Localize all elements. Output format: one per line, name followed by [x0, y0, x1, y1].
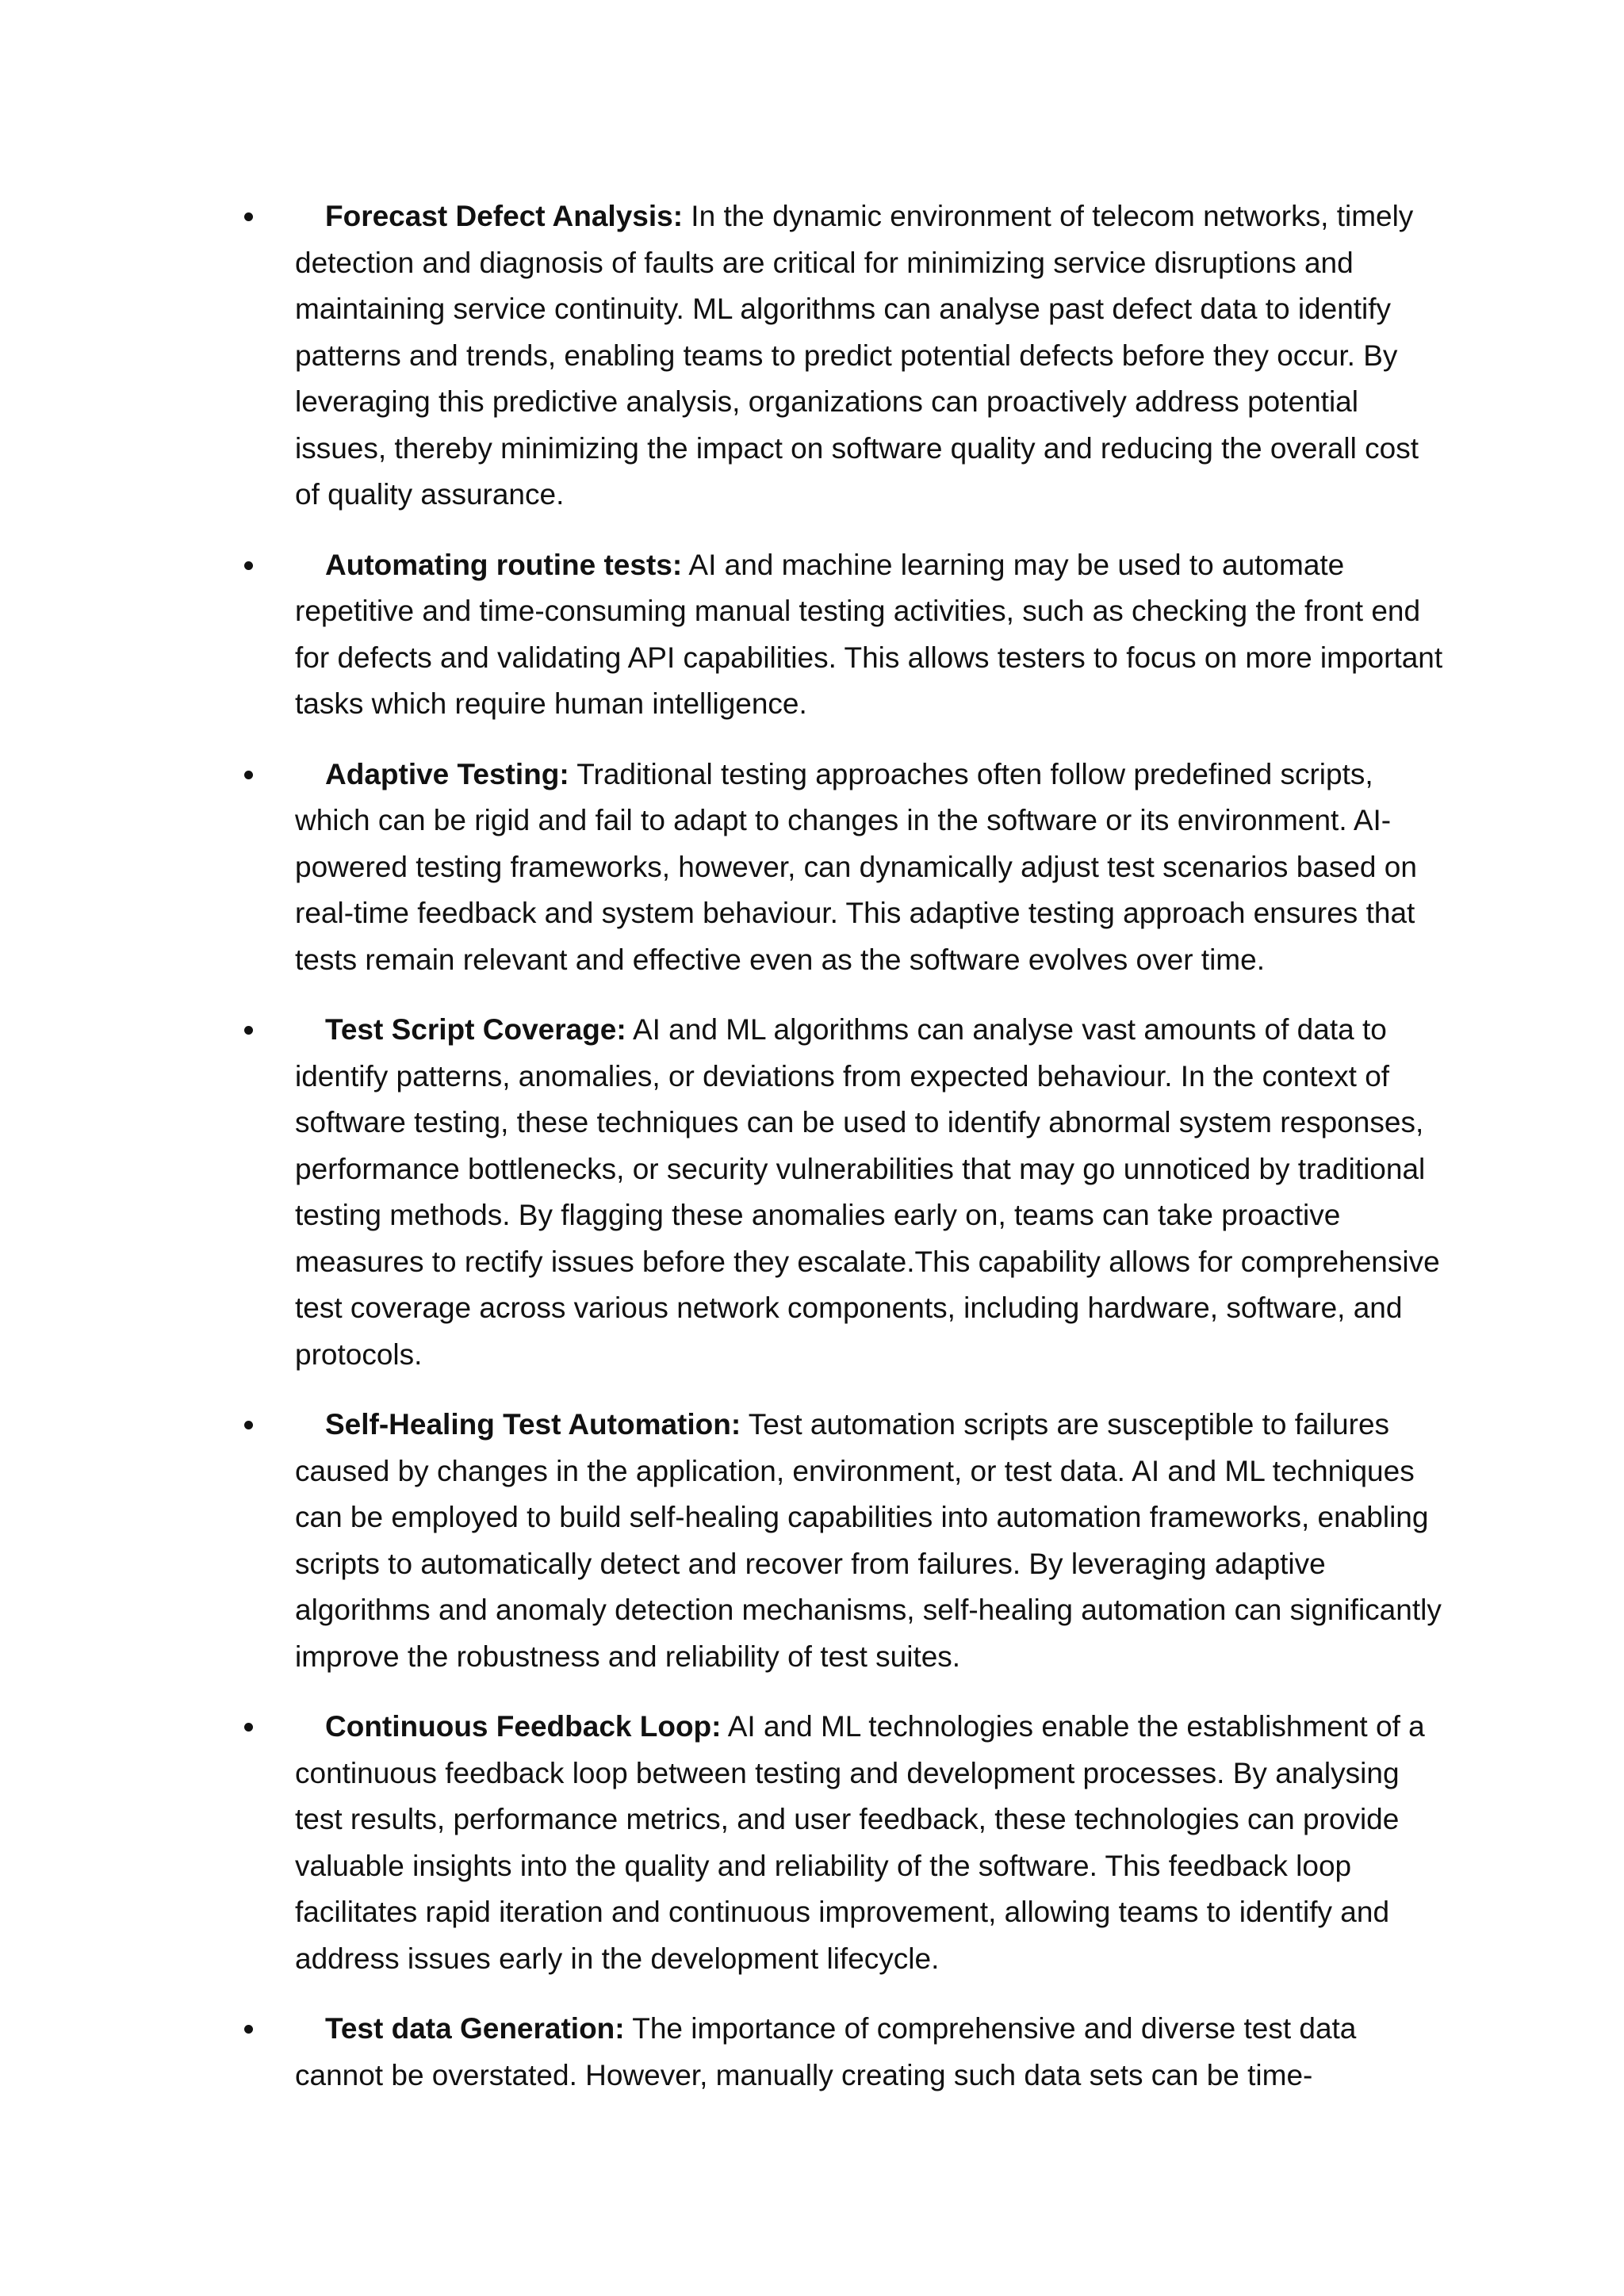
item-term: Test data Generation:: [325, 2012, 625, 2045]
item-text: Traditional testing approaches often follow predefined scripts, which can be rigid and fail to adapt to changes in the software or its environment. AI-powered testing frameworks, however, can dynamically adjust test scenarios based on real-time feedback and system behaviour. This adaptive testing approach ensures that tests remain relevant and effective even as the software evolves over time.: [295, 757, 1417, 976]
bullet-icon: [244, 212, 253, 221]
bullet-icon: [244, 771, 253, 779]
item-term: Forecast Defect Analysis:: [325, 200, 684, 232]
bullet-icon: [244, 1026, 253, 1035]
list-item: [238, 1402, 1443, 1680]
bullet-icon: [244, 561, 253, 570]
item-term: Self-Healing Test Automation:: [325, 1408, 741, 1441]
list-item: [238, 1704, 1443, 1982]
item-text: The importance of comprehensive and diverse test data cannot be overstated. However, manually creating such data sets can be time-: [295, 2012, 1357, 2091]
item-text: Test automation scripts are susceptible to failures caused by changes in the application, environment, or test data. AI and ML techniques can be employed to build self-healing capabilities into automation frameworks, enabling scripts to automatically detect and recover from failures. By leveraging adaptive algorithms and anomaly detection mechanisms, self-healing automation can significantly improve the robustness and reliability of test suites.: [295, 1408, 1442, 1673]
item-term: Automating routine tests:: [325, 548, 683, 581]
item-term: Test Script Coverage:: [325, 1013, 626, 1046]
item-term: Continuous Feedback Loop:: [325, 1710, 722, 1743]
list-item: [238, 1007, 1443, 1378]
list-item: [238, 2006, 1443, 2099]
list-item: [238, 542, 1443, 728]
item-text: AI and ML technologies enable the establishment of a continuous feedback loop between testing and development processes. By analysing test results, performance metrics, and user feedback, these technologies can provide valuable insights into the quality and reliability of the software. This feedback loop facilitates rapid iteration and continuous improvement, allowing teams to identify and address issues early in the development lifecycle.: [295, 1710, 1425, 1975]
list-item: [238, 752, 1443, 984]
bullet-icon: [244, 1421, 253, 1429]
bullet-icon: [244, 1723, 253, 1732]
item-text: In the dynamic environment of telecom networks, timely detection and diagnosis of faults are critical for minimizing service disruptions and maintaining service continuity. ML algorithms can analyse past defect data to identify patterns and trends, enabling teams to predict potential defects before they occur. By leveraging this predictive analysis, organizations can proactively address potential issues, thereby minimizing the impact on software quality and reducing the overall cost of quality assurance.: [295, 200, 1419, 511]
item-text: AI and machine learning may be used to automate repetitive and time-consuming manual testing activities, such as checking the front end for defects and validating API capabilities. This allows testers to focus on more important tasks which require human intelligence.: [295, 548, 1443, 720]
item-term: Adaptive Testing:: [325, 757, 569, 790]
item-text: AI and ML algorithms can analyse vast amounts of data to identify patterns, anomalies, or deviations from expected behaviour. In the context of software testing, these techniques can be used to identify abnormal system responses, performance bottlenecks, or security vulnerabilities that may go unnoticed by traditional testing methods. By flagging these anomalies early on, teams can take proactive measures to rectify issues before they escalate.This capability allows for comprehensive test coverage across various network components, including hardware, software, and protocols.: [295, 1013, 1440, 1371]
bullet-icon: [244, 2025, 253, 2034]
list-item: [238, 193, 1443, 519]
bullet-list: [238, 193, 1443, 2122]
